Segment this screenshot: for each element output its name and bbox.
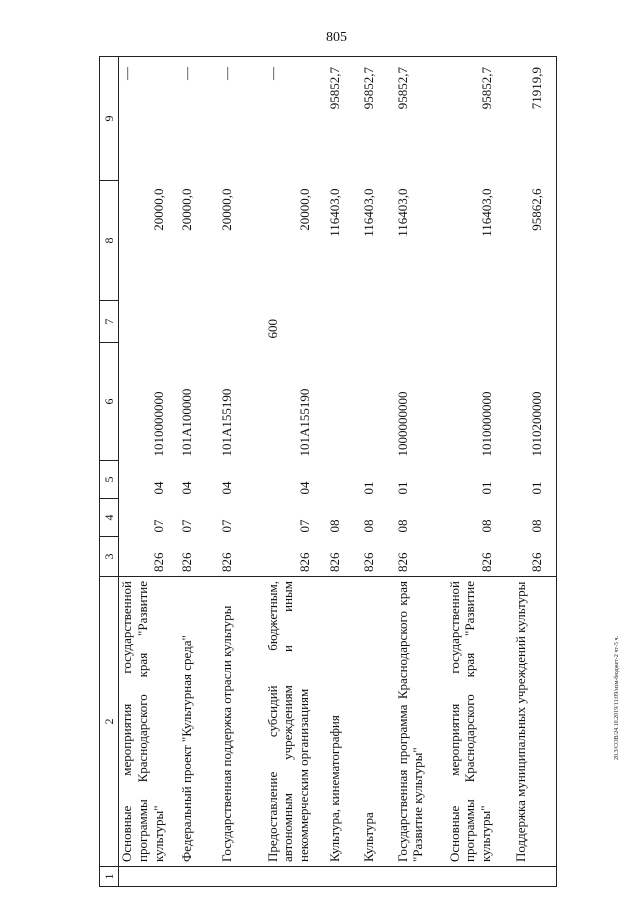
cell-code-6: 1010200000: [513, 343, 557, 461]
cell-code-5: 04: [218, 481, 234, 495]
column-header: 9: [100, 57, 119, 181]
cell-code-5: 04: [296, 481, 312, 495]
cell-code-7: [361, 301, 395, 343]
cell-code-4: 08: [394, 519, 410, 533]
cell-code-3: 826: [513, 537, 557, 577]
table-row: [513, 57, 557, 887]
table-row: [265, 57, 327, 887]
cell-code-6: 1010000000: [151, 391, 166, 457]
cell-code-5: 01: [513, 461, 557, 499]
cell-amount-8: 116403,0: [360, 188, 376, 237]
cell-code-6: [361, 343, 395, 461]
cell-amount-8: 20000,0: [178, 188, 194, 231]
cell-code-4: 08: [513, 499, 557, 537]
cell-code-6: 101А155190: [296, 388, 312, 457]
cell-amount-9: 71919,9: [513, 57, 557, 181]
cell-code-3: 826: [178, 552, 194, 572]
column-header: 1: [100, 867, 119, 887]
cell-amount-8: 95862,6: [513, 181, 557, 301]
cell-code-5: [327, 461, 361, 499]
column-header: 6: [100, 343, 119, 461]
cell-amount-8: 20000,0: [218, 188, 234, 231]
cell-code-6: 1000000000: [394, 391, 410, 457]
cell-amount-9: 95852,7: [327, 57, 361, 181]
cell-amount-8: 116403,0: [478, 188, 494, 237]
page-number: 805: [326, 30, 347, 45]
row-name: Основные мероприятия государственной программы Краснодарского края "Развитие культуры": [119, 577, 179, 867]
row-name: Поддержка муниципальных учреждений культуры: [513, 577, 557, 867]
table-row: [395, 57, 447, 887]
cell-code-3: 826: [326, 552, 342, 572]
column-header: 3: [100, 537, 119, 577]
cell-amount-8: 116403,0: [326, 188, 342, 237]
cell-code-7: [395, 301, 447, 343]
table-row: [327, 57, 361, 887]
document-footer-code: 20.3/COB/24.10.2019/11:09/изм-бюджет-2 чт-5 ч.: [614, 635, 620, 760]
row-name: Государственная программа Краснодарского края "Развитие культуры": [395, 577, 447, 867]
cell-code-4: 07: [151, 519, 166, 533]
cell-code-3: 826: [218, 552, 234, 572]
row-name: Культура, кинематография: [327, 577, 361, 867]
cell-code-5: 04: [178, 481, 194, 495]
column-header: 2: [100, 577, 119, 867]
cell-code-5: 04: [151, 481, 166, 495]
cell-code-3: 826: [394, 552, 410, 572]
row-name: Культура: [361, 577, 395, 867]
table-row: [119, 57, 179, 887]
row-name: Федеральный проект "Культурная среда": [179, 577, 219, 867]
cell-amount-9: 95852,7: [361, 57, 395, 181]
budget-table: [99, 56, 557, 887]
cell-amount-8: 116403,0: [394, 188, 410, 237]
budget-table-rotated-frame: [99, 57, 583, 887]
cell-code-6: 101А100000: [178, 388, 194, 457]
cell-code-7: [513, 301, 557, 343]
cell-code-7: [119, 301, 179, 343]
cell-code-3: 826: [478, 552, 494, 572]
row-name: Основные мероприятия государственной программы Краснодарского края "Развитие культуры": [447, 577, 513, 867]
cell-code-7: [327, 301, 361, 343]
cell-code-4: 08: [360, 519, 376, 533]
column-header: 4: [100, 499, 119, 537]
column-header: 8: [100, 181, 119, 301]
cell-code-6: 101А155190: [218, 388, 234, 457]
cell-code-7: [447, 301, 513, 343]
cell-amount-8: 20000,0: [151, 188, 166, 231]
cell-code-4: 07: [296, 519, 312, 533]
cell-amount-9: —: [179, 57, 219, 181]
cell-code-4: 08: [478, 519, 494, 533]
row-name: Предоставление субсидий бюджетным, автономным учреждениям и иным некоммерческим организациям: [265, 577, 327, 867]
table-row: [179, 57, 219, 887]
table-header-row: [100, 57, 119, 887]
cell-code-3: 826: [296, 552, 312, 572]
cell-amount-8: 20000,0: [296, 188, 312, 231]
column-header: 7: [100, 301, 119, 343]
cell-code-7: [179, 301, 219, 343]
cell-code-7: [219, 301, 265, 343]
cell-code-4: 08: [326, 519, 342, 533]
cell-code-4: 07: [218, 519, 234, 533]
cell-code-6: [327, 343, 361, 461]
table-row: [219, 57, 265, 887]
cell-code-6: 1010000000: [478, 391, 494, 457]
cell-code-5: 01: [478, 481, 494, 495]
cell-code-3: 826: [360, 552, 376, 572]
cell-amount-9: 95852,7: [447, 57, 513, 181]
cell-code-5: 01: [360, 481, 376, 495]
column-header: 5: [100, 461, 119, 499]
table-row: [447, 57, 513, 887]
cell-code-5: 01: [394, 481, 410, 495]
cell-code-7: 600: [264, 319, 280, 339]
cell-amount-9: —: [119, 57, 179, 181]
cell-amount-9: 95852,7: [395, 57, 447, 181]
cell-amount-9: —: [265, 57, 327, 181]
cell-code-4: 07: [178, 519, 194, 533]
row-name: Государственная поддержка отрасли культуры: [219, 577, 265, 867]
cell-code-3: 826: [151, 552, 166, 572]
cell-amount-9: —: [219, 57, 265, 181]
table-row: [361, 57, 395, 887]
